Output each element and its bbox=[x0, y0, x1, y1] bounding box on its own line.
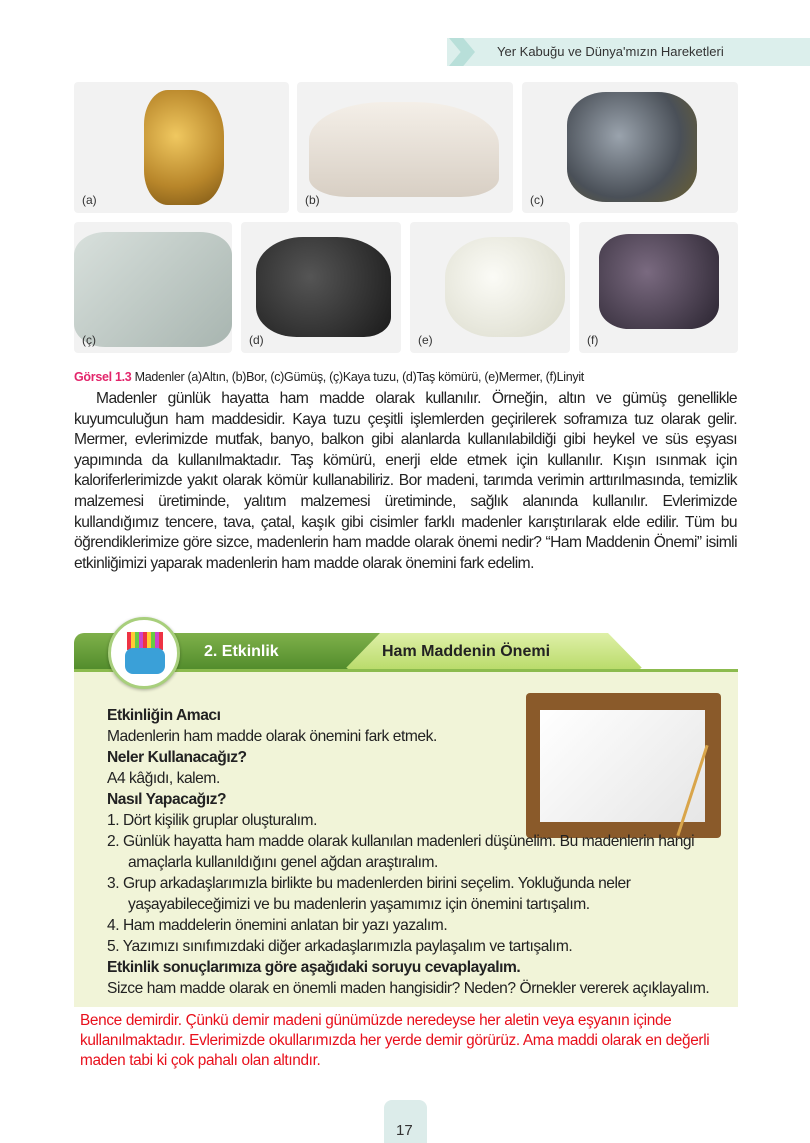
step-item: 5. Yazımızı sınıfımızdaki diğer arkadaşlarımızla paylaşalım ve tartışalım. bbox=[107, 938, 573, 955]
image-label: (d) bbox=[249, 333, 264, 347]
materials-text: A4 kâğıdı, kalem. bbox=[107, 770, 220, 787]
mineral-image-gold bbox=[74, 82, 289, 213]
activity-box bbox=[74, 672, 738, 1007]
mineral-image-marble bbox=[410, 222, 570, 353]
activity-content bbox=[107, 705, 727, 999]
figure-caption bbox=[74, 370, 584, 384]
result-heading: Etkinlik sonuçlarımıza göre aşağıdaki soruyu cevaplayalım. bbox=[107, 959, 521, 976]
mineral-image-silver bbox=[522, 82, 738, 213]
mineral-image-coal bbox=[241, 222, 401, 353]
activity-section bbox=[74, 672, 738, 1071]
chapter-title: Yer Kabuğu ve Dünya'mızın Hareketleri bbox=[497, 44, 724, 59]
image-label: (f) bbox=[587, 333, 599, 347]
image-label: (b) bbox=[305, 193, 320, 207]
step-item: 1. Dört kişilik gruplar oluşturalım. bbox=[107, 812, 317, 829]
image-label: (a) bbox=[82, 193, 97, 207]
body-paragraph: Madenler günlük hayatta ham madde olarak kullanılır. Örneğin, altın ve gümüş genellikle kuyumculuğun ham maddesidir. Kaya tuzu çeşitli işlemlerden geçirilerek soframıza tuz olarak gelir. Mermer, evlerimizde mutfak, banyo, balkon gibi alanlarda kullanılabildiği gibi heykel ve süs eşyası yapımında da kullanılmaktadır. Taş kömürü, enerji elde etmek için kullanılır. Kışın ısınmak için kaloriferlerimizde yakıt olarak kömür kullanabiliriz. Bor madeni, tarımda verimin arttırılmasında, temizlik malzemesi üretiminde, yalıtım malzemesi üretiminde, sağlık alanında kullanılır. Evlerimizde kullandığımız tencere, tava, çatal, kaşık gibi cisimler farklı madenler karıştırılarak elde edilir. Tüm bu öğrendiklerimize göre sizce, madenlerin ham madde olarak önemi nedir? “Ham Maddenin Önemi” isimli etkinliğimizi yaparak madenlerin ham madde olarak önemini fark edelim. bbox=[74, 390, 737, 572]
mineral-image-boron bbox=[297, 82, 513, 213]
steps-heading: Nasıl Yapacağız? bbox=[107, 791, 227, 808]
step-item: 2. Günlük hayatta ham madde olarak kullanılan madenleri düşünelim. Bu madenlerin hangi amaçlarla kullanıldığını genel ağdan araştıralım. bbox=[107, 833, 695, 871]
pencil-case-icon bbox=[108, 617, 180, 689]
mineral-image-rock-salt bbox=[74, 222, 232, 353]
figure-number: Görsel 1.3 bbox=[74, 370, 132, 384]
image-label: (c) bbox=[530, 193, 544, 207]
question-text: Sizce ham madde olarak en önemli maden hangisidir? Neden? Örnekler vererek açıklayalım. bbox=[107, 980, 710, 997]
step-item: 3. Grup arkadaşlarımızla birlikte bu madenlerden birini seçelim. Yokluğunda neler yaşayabileceğimizi ve bu madenlerin yaşamımız için önemini tartışalım. bbox=[107, 875, 631, 913]
step-item: 4. Ham maddelerin önemini anlatan bir yazı yazalım. bbox=[107, 917, 448, 934]
steps-list bbox=[107, 810, 727, 957]
handwritten-answer: Bence demirdir. Çünkü demir madeni günümüzde neredeyse her aletin veya eşyanın içinde kullanılmaktadır. Evlerimizde okullarımızda her yerde demir görürüz. Ama maddi olarak en değerli maden tabi ki çok pahalı olan altındır. bbox=[80, 1012, 710, 1069]
image-label: (ç) bbox=[82, 333, 96, 347]
caption-text: Madenler (a)Altın, (b)Bor, (c)Gümüş, (ç)Kaya tuzu, (d)Taş kömürü, (e)Mermer, (f)Linyit bbox=[134, 370, 584, 384]
mineral-image-lignite bbox=[579, 222, 738, 353]
aim-heading: Etkinliğin Amacı bbox=[107, 707, 221, 724]
materials-heading: Neler Kullanacağız? bbox=[107, 749, 247, 766]
image-label: (e) bbox=[418, 333, 433, 347]
aim-text: Madenlerin ham madde olarak önemini fark etmek. bbox=[107, 728, 437, 745]
activity-number: 2. Etkinlik bbox=[204, 643, 279, 660]
page-number: 17 bbox=[396, 1122, 413, 1139]
activity-title: Ham Maddenin Önemi bbox=[382, 643, 551, 660]
